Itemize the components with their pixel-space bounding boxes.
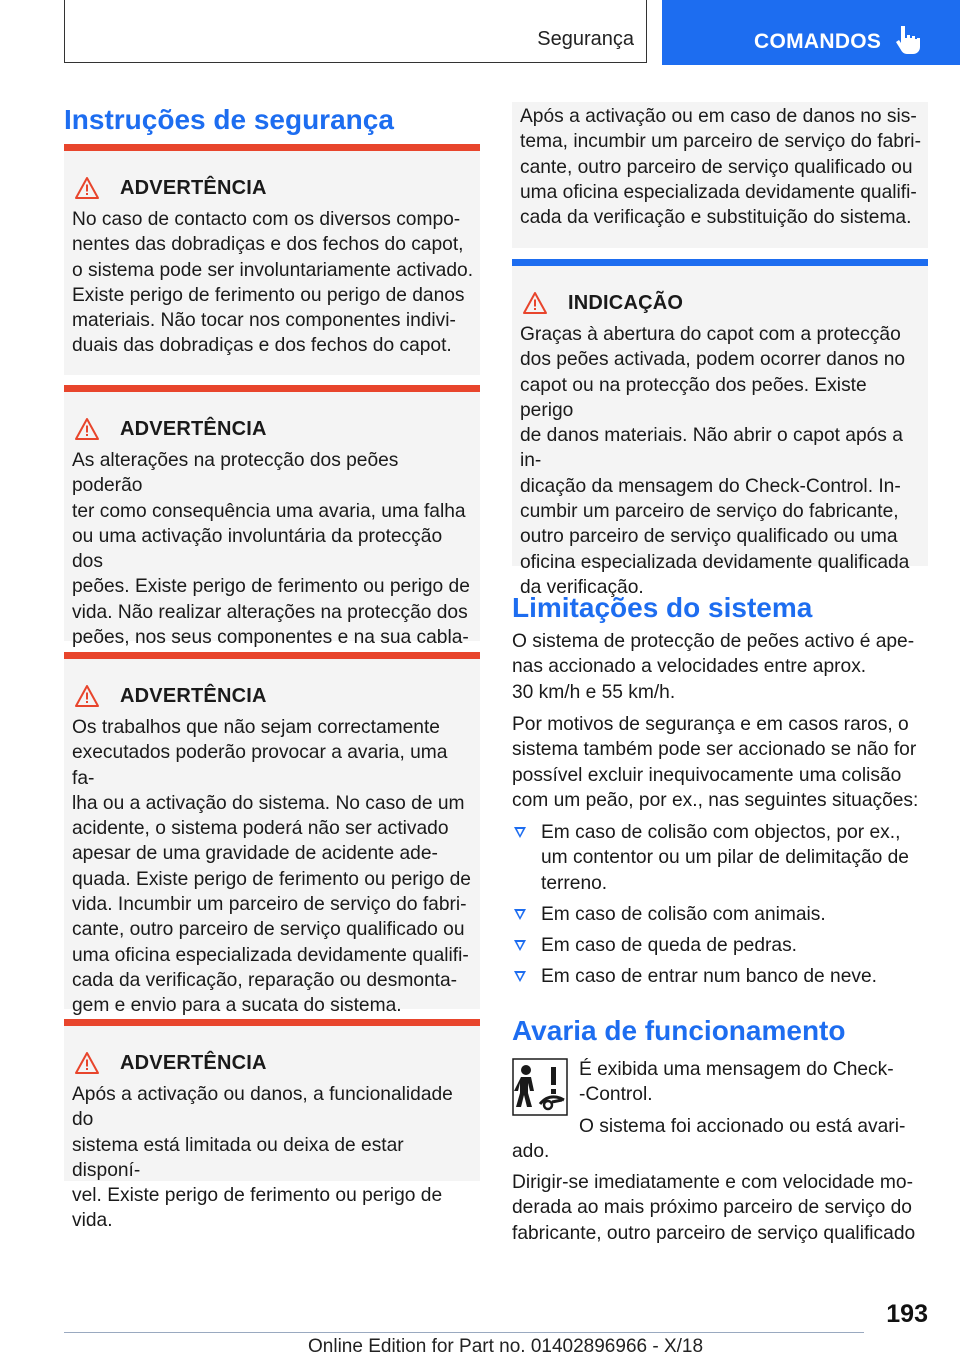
warning-triangle-icon [522, 291, 548, 315]
text-line: gem e envio para a sucata do sistema. [72, 995, 402, 1017]
text-line: Após a activação ou danos, a funcionalidade do [72, 1084, 453, 1131]
text-line: Após a activação ou em caso de danos no sis- [520, 106, 917, 127]
system-limits-heading: Limitações do sistema [512, 592, 813, 623]
text-line: -Control. [579, 1084, 653, 1106]
warning-triangle-icon [74, 417, 100, 441]
text-line: Por motivos de segurança e em casos raros, o [512, 714, 909, 735]
text-line: oficina especializada devidamente qualificada [520, 551, 910, 573]
limits-paragraph-1 [512, 629, 928, 705]
text-line: com um peão, por ex., nas seguintes situações: [512, 789, 919, 811]
text-line: Os trabalhos que não sejam correctamente [72, 717, 440, 738]
warning-triangle-icon [74, 684, 100, 708]
text-line: executados poderão provocar a avaria, uma fa- [72, 742, 448, 789]
text-line: fabricante, outro parceiro de serviço qualificado [512, 1222, 916, 1244]
text-line: o sistema pode ser involuntariamente activado. [72, 259, 474, 281]
warning-text [72, 715, 474, 1019]
text-line: uma oficina especializada devidamente qualifi- [520, 181, 917, 203]
text-line: É exibida uma mensagem do Check- [579, 1059, 894, 1080]
header-section-title: Segurança [537, 28, 634, 50]
text-line: lha ou a activação do sistema. No caso de um [72, 792, 465, 814]
text-line: derada ao mais próximo parceiro de serviço do [512, 1197, 912, 1219]
text-line: cante, outro parceiro de serviço qualificado ou [72, 919, 465, 941]
triangle-bullet-icon [514, 827, 526, 838]
header-section-frame [64, 0, 647, 63]
warning-box-3 [64, 652, 480, 1017]
header-chapter-title: COMANDOS [754, 30, 882, 53]
warning-header [74, 681, 267, 711]
page-number: 193 [886, 1300, 928, 1328]
text-line: materiais. Não tocar nos componentes indivi- [72, 310, 456, 332]
text-line: nentes das dobradiças e dos fechos do capot, [72, 234, 464, 256]
note-box [512, 259, 928, 598]
warning-box-4 [64, 1019, 480, 1232]
list-item [512, 933, 928, 958]
text-line: um contentor ou um pilar de delimitação de [541, 847, 909, 869]
text-line: dicação da mensagem do Check-Control. In- [520, 475, 901, 497]
text-line: Em caso de colisão com objectos, por ex., [541, 822, 901, 843]
text-line: sistema está limitada ou deixa de estar disponí- [72, 1134, 404, 1181]
malfunction-heading: Avaria de funcionamento [512, 1015, 846, 1046]
text-line: tema, incumbir um parceiro de serviço do fabri- [520, 131, 921, 153]
text-line: O sistema foi accionado ou está avari- [579, 1116, 906, 1137]
text-line: cante, outro parceiro de serviço qualificado ou [520, 156, 913, 178]
text-line: O sistema de protecção de peões activo é ape- [512, 631, 915, 652]
text-line: Graças à abertura do capot com a protecção [520, 324, 901, 345]
text-line: vida. [72, 1210, 113, 1232]
continuation-text [520, 104, 922, 230]
text-line: sistema também pode ser accionado se não for [512, 739, 917, 761]
warning-label: ADVERTÊNCIA [120, 1051, 267, 1074]
list-item [512, 820, 928, 896]
triangle-bullet-icon [514, 971, 526, 982]
warning-continuation-box [512, 102, 928, 248]
warning-label: ADVERTÊNCIA [120, 417, 267, 440]
text-line: ado. [512, 1141, 550, 1163]
text-line: vida. Não realizar alterações na protecção dos [72, 601, 468, 623]
text-line: acidente, o sistema poderá não ser activado [72, 818, 449, 840]
text-line: Em caso de queda de pedras. [541, 935, 798, 957]
warning-triangle-icon [74, 176, 100, 200]
warning-text [72, 1082, 474, 1234]
text-line: Em caso de colisão com animais. [541, 903, 826, 925]
text-line: ou uma activação involuntária da protecção dos [72, 525, 443, 573]
text-line: quada. Existe perigo de ferimento ou perigo de [72, 868, 471, 890]
warning-box-2 [64, 385, 480, 649]
text-line: vida. Incumbir um parceiro de serviço do fabri- [72, 894, 467, 916]
warning-label: ADVERTÊNCIA [120, 684, 267, 707]
text-line: ter como consequência uma avaria, uma falha [72, 500, 466, 522]
warning-header [74, 173, 267, 203]
text-line: peões. Existe perigo de ferimento ou perigo de [72, 576, 470, 598]
footer-divider [64, 1332, 864, 1333]
footer-edition: Online Edition for Part no. 01402896966 - X/18 [308, 1336, 704, 1357]
note-text [520, 322, 922, 600]
text-line: da verificação. [520, 576, 644, 598]
text-line: Em caso de entrar num banco de neve. [541, 966, 877, 988]
warning-text [72, 448, 474, 676]
limits-paragraph-2 [512, 712, 928, 813]
text-line: As alterações na protecção dos peões poderão [72, 450, 399, 497]
triangle-bullet-icon [514, 909, 526, 920]
warning-header [74, 414, 267, 444]
text-line: 30 km/h e 55 km/h. [512, 681, 676, 703]
text-line: cumbir um parceiro de serviço do fabricante, [520, 501, 899, 523]
pointing-hand-icon [896, 24, 922, 54]
text-line: terreno. [541, 872, 608, 894]
warning-label: ADVERTÊNCIA [120, 176, 267, 199]
text-line: capot ou na protecção dos peões. Existe perigo [520, 374, 867, 421]
text-line: peões, nos seus componentes e na sua cabla- [72, 627, 469, 649]
text-line: Dirigir-se imediatamente e com velocidade mo- [512, 1172, 913, 1193]
situations-list [512, 820, 928, 996]
warning-header [74, 1048, 267, 1078]
text-line: outro parceiro de serviço qualificado ou uma [520, 526, 898, 548]
text-line: nas accionado a velocidades entre aprox. [512, 656, 867, 678]
text-line: duais das dobradiças e dos fechos do capot. [72, 335, 452, 357]
warning-text [72, 207, 474, 359]
note-header [522, 288, 683, 318]
note-label: INDICAÇÃO [568, 291, 684, 314]
warning-triangle-icon [74, 1051, 100, 1075]
text-line: cada da verificação e substituição do sistema. [520, 207, 912, 229]
triangle-bullet-icon [514, 940, 526, 951]
text-line: vel. Existe perigo de ferimento ou perigo de [72, 1185, 443, 1207]
list-item [512, 964, 928, 989]
malfunction-paragraph-2 [512, 1114, 928, 1165]
text-line: Existe perigo de ferimento ou perigo de danos [72, 284, 465, 306]
list-item [512, 902, 928, 927]
safety-instructions-heading: Instruções de segurança [64, 104, 394, 135]
text-line: uma oficina especializada devidamente qualifi- [72, 944, 469, 966]
pedestrian-protection-warning-icon [512, 1058, 568, 1116]
warning-box-1 [64, 144, 480, 375]
header-chapter-tab[interactable] [662, 0, 960, 65]
text-line: possível excluir inequivocamente uma colisão [512, 764, 902, 786]
text-line: de danos materiais. Não abrir o capot após a in- [520, 425, 903, 472]
malfunction-paragraph-1 [579, 1057, 929, 1108]
malfunction-paragraph-3 [512, 1170, 928, 1246]
text-line: cada da verificação, reparação ou desmonta- [72, 969, 458, 991]
text-line: dos peões activada, podem ocorrer danos no [520, 349, 906, 371]
text-line: apesar de uma gravidade de acidente ade- [72, 843, 438, 865]
text-line: No caso de contacto com os diversos compo- [72, 209, 461, 230]
